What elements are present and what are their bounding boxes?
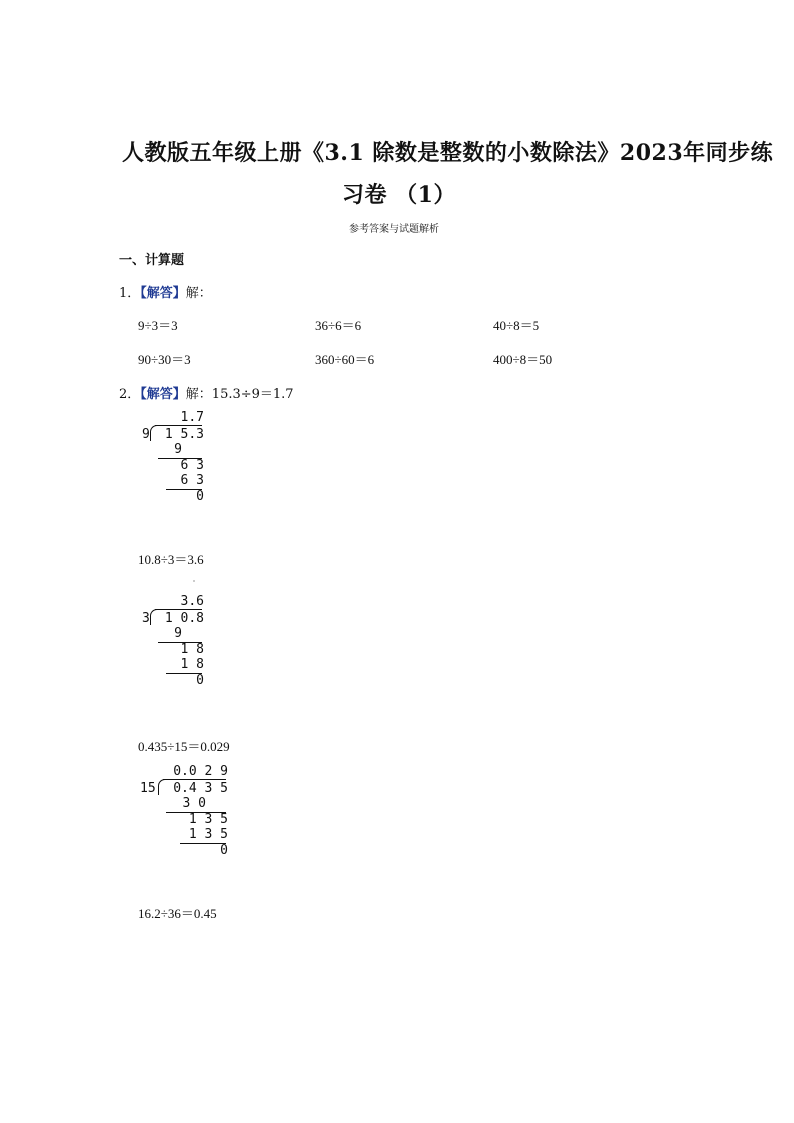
step-product: 1 8 xyxy=(180,657,204,672)
quotient: 0.0 2 9 xyxy=(173,764,228,779)
step-rule xyxy=(180,843,226,844)
quotient: 3.6 xyxy=(180,594,204,609)
long-division-3 xyxy=(138,762,228,858)
scan-speck xyxy=(193,580,195,582)
question-1-header xyxy=(119,282,212,301)
long-division-2 xyxy=(138,592,204,688)
step-product: 3 0 xyxy=(182,796,206,811)
division-bar xyxy=(155,609,202,610)
equation: 400÷8＝50 xyxy=(493,352,553,367)
equation: 0.435÷15＝0.029 xyxy=(138,739,230,754)
equation: 36÷6＝6 xyxy=(315,318,362,333)
question-number: 2． xyxy=(119,387,141,402)
division-bracket xyxy=(150,425,157,441)
equation: 9÷3＝3 xyxy=(138,318,178,333)
divisor: 9 xyxy=(142,427,150,442)
question-2-header xyxy=(119,383,294,402)
answer-tag: 【解答】 xyxy=(140,286,186,301)
step-product: 6 3 xyxy=(180,473,204,488)
final-remainder: 0 xyxy=(196,673,204,688)
answer-lead: 解：15.3÷9＝1.7 xyxy=(185,387,294,402)
step-product: 1 3 5 xyxy=(188,827,228,842)
equation: 10.8÷3＝3.6 xyxy=(138,552,204,567)
answer-lead: 解： xyxy=(185,286,212,301)
dividend: 0.4 3 5 xyxy=(173,781,228,796)
document-subtitle: 参考答案与试题解析 xyxy=(349,224,439,235)
document-title-line2: 习卷 （1） xyxy=(342,182,456,208)
equation: 360÷60＝6 xyxy=(315,352,375,367)
equation: 16.2÷36＝0.45 xyxy=(138,906,217,921)
dividend: 1 5.3 xyxy=(164,427,204,442)
step-remainder: 1 3 5 xyxy=(188,812,228,827)
question-number: 1． xyxy=(119,286,141,301)
answer-tag: 【解答】 xyxy=(140,387,186,402)
step-remainder: 6 3 xyxy=(180,458,204,473)
document-title-line1: 人教版五年级上册《3.1 除数是整数的小数除法》2023年同步练 xyxy=(122,140,774,166)
quotient: 1.7 xyxy=(180,410,204,425)
dividend: 1 0.8 xyxy=(164,611,204,626)
long-division-1 xyxy=(138,408,204,504)
division-bar xyxy=(155,425,202,426)
step-product: 9 xyxy=(174,626,182,641)
divisor: 3 xyxy=(142,611,150,626)
section-heading: 一、计算题 xyxy=(119,253,185,268)
final-remainder: 0 xyxy=(196,489,204,504)
division-bracket xyxy=(150,609,157,625)
step-product: 9 xyxy=(174,442,182,457)
equation: 90÷30＝3 xyxy=(138,352,191,367)
equation: 40÷8＝5 xyxy=(493,318,540,333)
division-bar xyxy=(163,779,226,780)
division-bracket xyxy=(158,779,165,795)
final-remainder: 0 xyxy=(220,843,228,858)
step-remainder: 1 8 xyxy=(180,642,204,657)
divisor: 15 xyxy=(140,781,156,796)
